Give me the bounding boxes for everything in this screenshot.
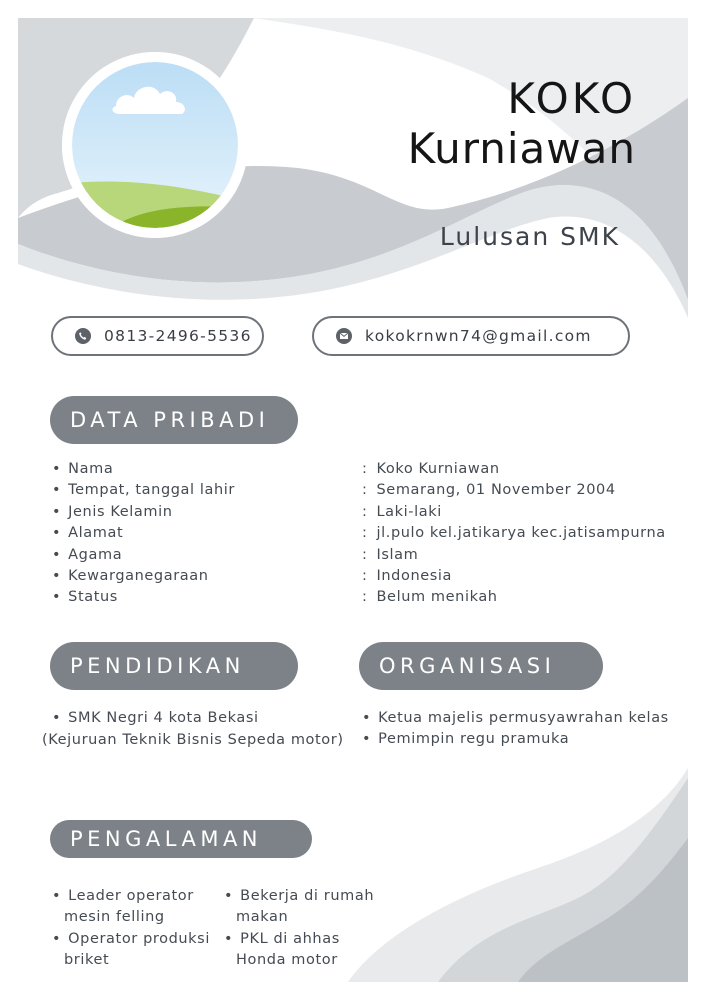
organization-item: • Ketua majelis permusyawrahan kelas — [362, 708, 669, 729]
profile-photo — [62, 52, 248, 238]
label-jenis-kelamin: • Jenis Kelamin — [52, 502, 235, 523]
heading-pengalaman: PENGALAMAN — [50, 820, 312, 858]
label-kewarganegaraan: • Kewarganegaraan — [52, 566, 235, 587]
experience-3-line2: makan — [236, 909, 289, 925]
email-address[interactable]: kokokrnwn74@gmail.com — [365, 327, 592, 345]
value-alamat: : jl.pulo kel.jatikarya kec.jatisampurna — [362, 523, 666, 544]
heading-pendidikan: PENDIDIKAN — [50, 642, 298, 690]
personal-labels — [52, 459, 235, 609]
heading-data-pribadi: DATA PRIBADI — [50, 396, 298, 444]
landscape-placeholder-icon — [62, 52, 248, 238]
phone-icon — [75, 328, 91, 344]
value-nama: : Koko Kurniawan — [362, 459, 666, 480]
value-status: : Belum menikah — [362, 587, 666, 608]
heading-organisasi: ORGANISASI — [359, 642, 603, 690]
last-name: Kurniawan — [407, 124, 636, 173]
label-ttl: • Tempat, tanggal lahir — [52, 480, 235, 501]
value-kewarganegaraan: : Indonesia — [362, 566, 666, 587]
value-ttl: : Semarang, 01 November 2004 — [362, 480, 666, 501]
experience-1-line2: mesin felling — [64, 909, 165, 925]
experience-4-line1: • PKL di ahhas — [224, 929, 340, 950]
organization-list — [362, 708, 669, 751]
experience-2-line1: • Operator produksi — [52, 929, 210, 950]
experience-4-line2: Honda motor — [236, 952, 338, 968]
experience-3-line1: • Bekerja di rumah — [224, 886, 374, 907]
label-agama: • Agama — [52, 545, 235, 566]
experience-2-line2: briket — [64, 952, 110, 968]
phone-pill — [51, 316, 264, 356]
value-agama: : Islam — [362, 545, 666, 566]
organization-item: • Pemimpin regu pramuka — [362, 729, 669, 750]
phone-number[interactable]: 0813-2496-5536 — [104, 327, 252, 345]
cv-page — [18, 18, 688, 982]
first-name: KOKO — [507, 74, 636, 123]
personal-values — [362, 459, 666, 609]
label-nama: • Nama — [52, 459, 235, 480]
job-title: Lulusan SMK — [439, 222, 620, 251]
experience-1-line1: • Leader operator — [52, 886, 194, 907]
email-pill — [312, 316, 630, 356]
school-name: • SMK Negri 4 kota Bekasi — [52, 708, 259, 729]
label-alamat: • Alamat — [52, 523, 235, 544]
school-major: (Kejuruan Teknik Bisnis Sepeda motor) — [42, 732, 344, 748]
value-jenis-kelamin: : Laki-laki — [362, 502, 666, 523]
label-status: • Status — [52, 587, 235, 608]
email-icon — [336, 328, 352, 344]
